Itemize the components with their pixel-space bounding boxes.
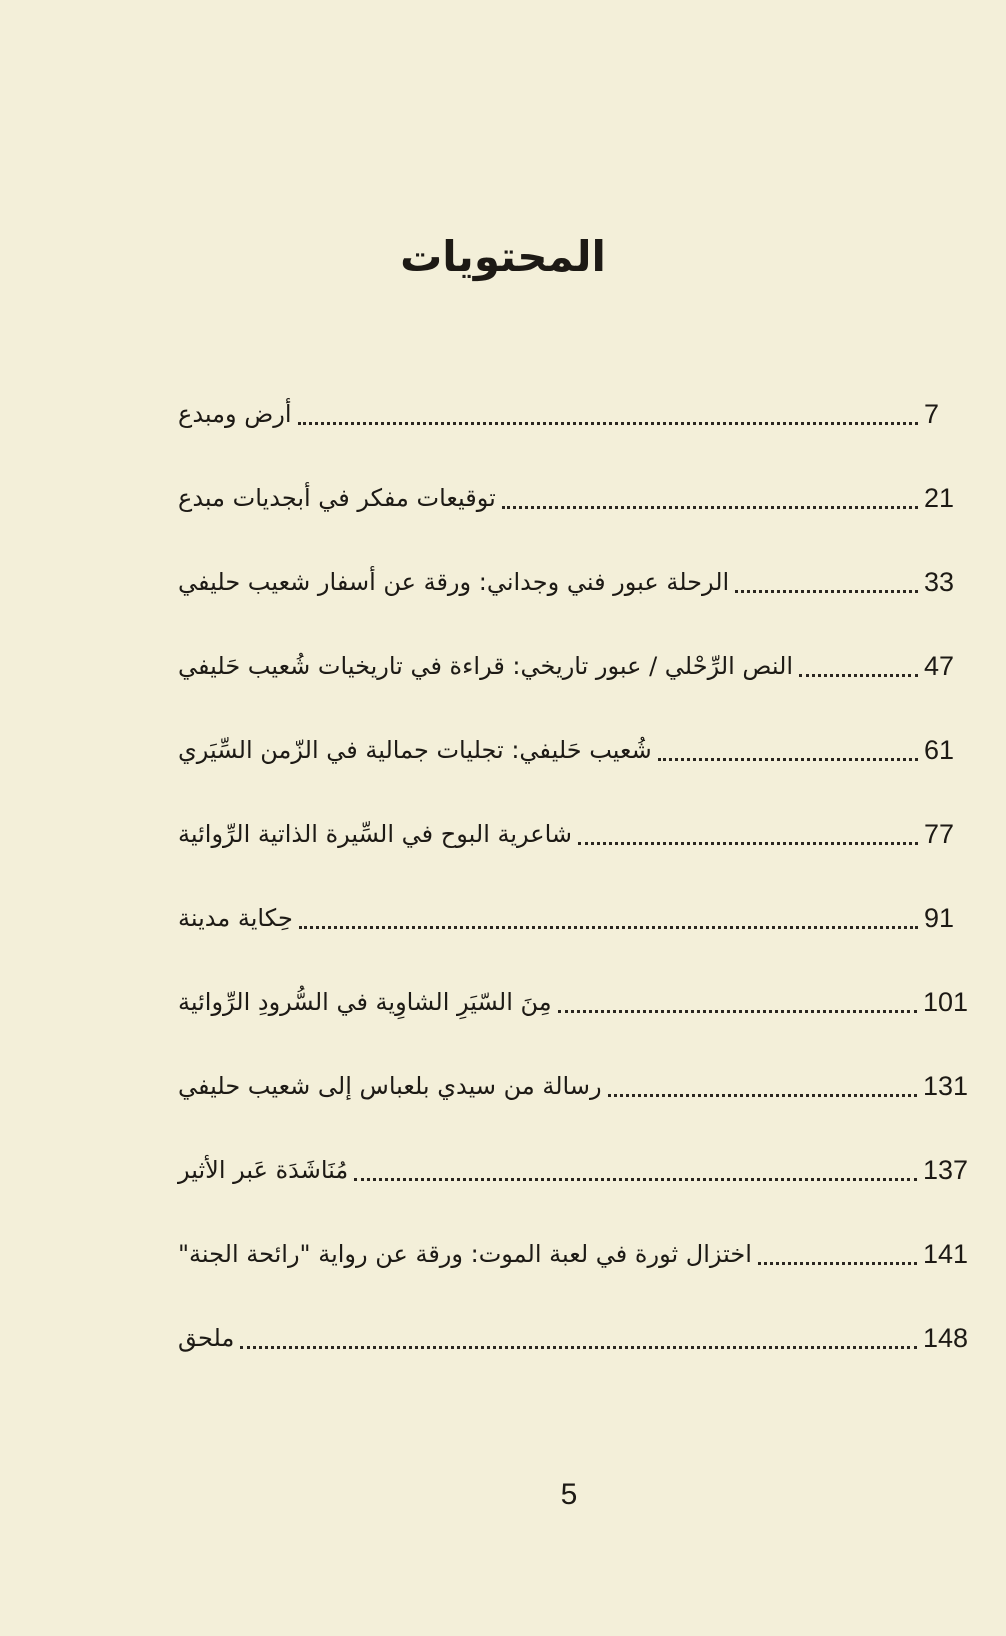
toc-dot-leader [758, 1240, 917, 1265]
toc-entry [178, 1324, 968, 1408]
toc-entry [178, 1072, 968, 1156]
toc-entry-title: شاعرية البوح في السِّيرة الذاتية الرِّوائية [178, 820, 573, 848]
toc-entry-title: اختزال ثورة في لعبة الموت: ورقة عن رواية "رائحة الجنة" [178, 1240, 752, 1268]
toc-entry [178, 904, 968, 988]
toc-entry [178, 736, 968, 820]
toc-dot-leader [658, 736, 918, 761]
toc-entry-page: 7 [924, 399, 940, 429]
toc-entry-title: أرض ومبدع [178, 400, 292, 428]
toc-entry [178, 568, 968, 652]
toc-dot-leader [735, 568, 918, 593]
toc-entry-title: حِكاية مدينة [178, 904, 293, 932]
toc-dot-leader [299, 904, 918, 929]
toc-entry-page: 33 [924, 567, 955, 597]
toc-entry-title: ملحق [178, 1324, 235, 1352]
toc-entry-page: 91 [924, 903, 955, 933]
toc-entry-page: 21 [924, 483, 955, 513]
toc-entry [178, 652, 968, 736]
toc-entry-page: 137 [922, 1155, 968, 1185]
toc-entry-title: مُنَاشَدَة عَبر الأثير [178, 1156, 349, 1184]
toc-entry-page: 47 [924, 651, 955, 681]
toc-entry-page: 131 [922, 1071, 968, 1101]
toc-dot-leader [608, 1072, 917, 1097]
toc-entry [178, 400, 968, 484]
toc-entry-page: 148 [922, 1323, 968, 1353]
toc-entry-page: 61 [924, 735, 955, 765]
toc-entry [178, 484, 968, 568]
toc-entry-page: 77 [924, 819, 955, 849]
toc-entry-page: 141 [922, 1239, 968, 1269]
toc-entry-title: شُعيب حَليفي: تجليات جمالية في الزّمن السِّيَري [178, 736, 652, 764]
toc-dot-leader [799, 652, 918, 677]
toc-entry-title: الرحلة عبور فني وجداني: ورقة عن أسفار شعيب حليفي [178, 568, 730, 596]
toc-dot-leader [578, 820, 918, 845]
toc-entry-title: توقيعات مفكر في أبجديات مبدع [178, 484, 496, 512]
toc-entry-title: رسالة من سيدي بلعباس إلى شعيب حليفي [178, 1072, 602, 1100]
toc-entry [178, 1156, 968, 1240]
toc-dot-leader [298, 400, 918, 425]
toc-dot-leader [502, 484, 918, 509]
page-number: 5 [560, 1478, 578, 1511]
table-of-contents [178, 400, 968, 1408]
toc-entry [178, 988, 968, 1072]
toc-dot-leader [354, 1156, 917, 1181]
toc-dot-leader [558, 988, 917, 1013]
toc-entry-page: 101 [922, 987, 968, 1017]
toc-entry [178, 1240, 968, 1324]
toc-entry-title: النص الرِّحْلي / عبور تاريخي: قراءة في تاريخيات شُعيب حَليفي [178, 652, 794, 680]
page-title: المحتويات [400, 232, 606, 281]
toc-entry [178, 820, 968, 904]
toc-entry-title: مِنَ السّيَرِ الشاوِية في السُّرودِ الرِّوائية [178, 988, 552, 1016]
toc-dot-leader [240, 1324, 917, 1349]
